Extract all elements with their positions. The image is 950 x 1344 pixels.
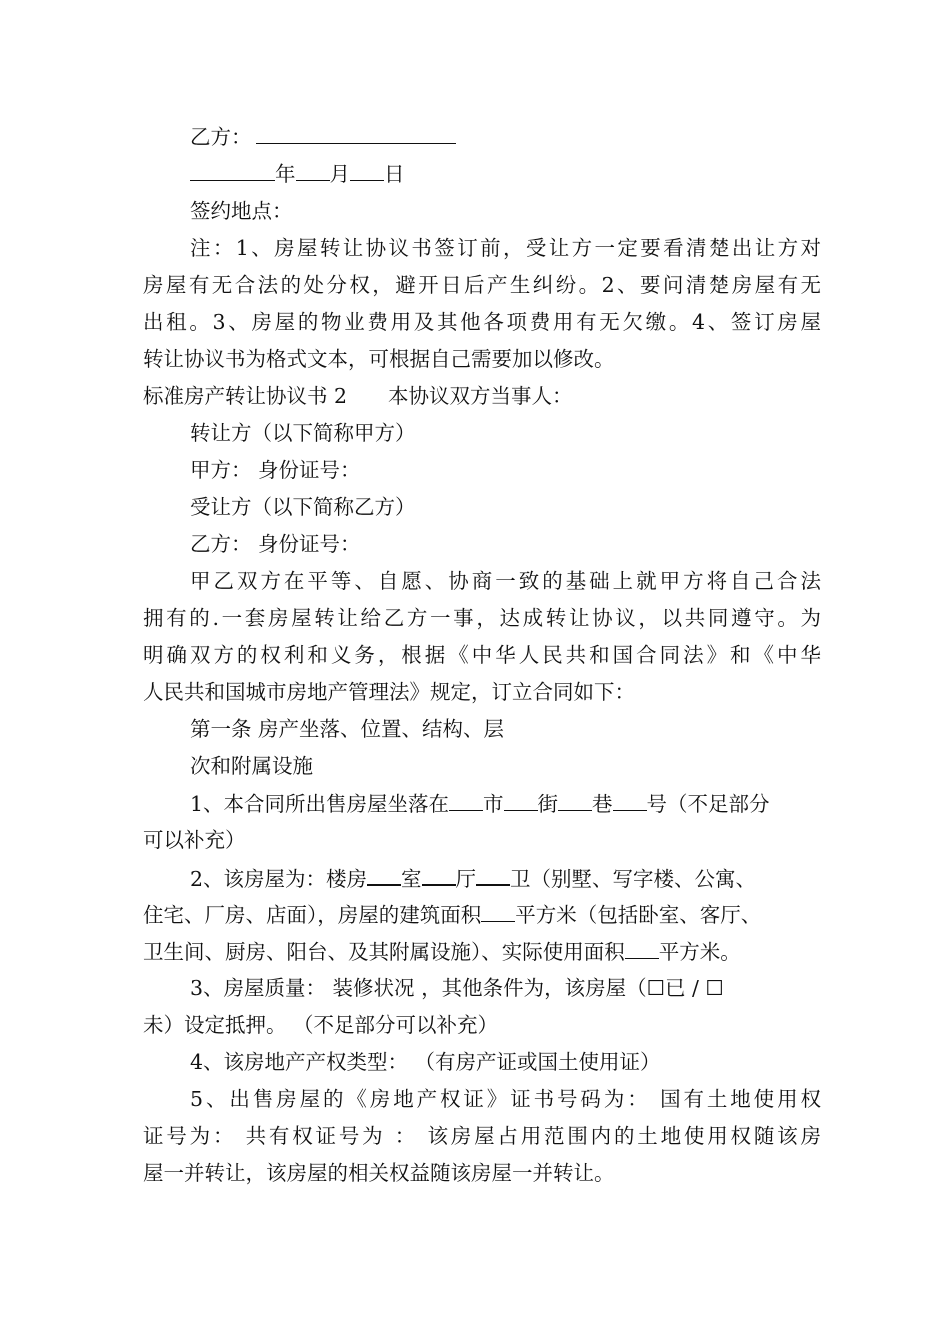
lane-blank [558, 790, 592, 811]
signing-place: 签约地点： [190, 199, 293, 223]
article-1-heading-cont: 次和附属设施 [190, 754, 313, 778]
clause-5-line-2: 证号为： 共有权证号为 ： 该房屋占用范围内的土地使用权随该房 [143, 1124, 821, 1148]
bath-blank [476, 864, 510, 886]
transferee-heading: 受让方（以下简称乙方） [190, 495, 416, 519]
hall-blank [422, 864, 456, 886]
party-a-id: 甲方： 身份证号： [190, 458, 361, 482]
preamble-line-2: 拥有的.一套房屋转让给乙方一事，达成转让协议，以共同遵守。为 [143, 606, 821, 630]
preamble-line-4: 人民共和国城市房地产管理法》规定，订立合同如下： [143, 680, 635, 704]
month-blank [296, 160, 330, 181]
clause-5-line-3: 屋一并转让，该房屋的相关权益随该房屋一并转让。 [143, 1161, 615, 1185]
signature-blank [256, 123, 456, 144]
building-area-blank [481, 901, 515, 922]
preamble-line-3: 明确双方的权利和义务，根据《中华人民共和国合同法》和《中华 [143, 643, 821, 667]
clause-5-line-1: 5、出售房屋的《房地产权证》证书号码为： 国有土地使用权 [190, 1087, 821, 1111]
clause-2-line-1: 2、该房屋为：楼房 室 厅 卫（别墅、写字楼、公寓、 [190, 864, 756, 890]
clause-2-line-2: 住宅、厂房、店面），房屋的建筑面积 平方米（包括卧室、客厅、 [143, 903, 762, 927]
transferor-heading: 转让方（以下简称甲方） [190, 421, 416, 445]
room-blank [367, 864, 401, 886]
note-line-3: 出租。3、房屋的物业费用及其他各项费用有无欠缴。4、签订房屋 [143, 310, 821, 334]
article-1-heading: 第一条 房产坐落、位置、结构、层 [190, 717, 505, 741]
street-blank [504, 790, 538, 811]
note-line-2: 房屋有无合法的处分权，避开日后产生纠纷。2、要问清楚房屋有无 [143, 273, 821, 297]
note-line-1: 注：1、房屋转让协议书签订前，受让方一定要看清楚出让方对 [190, 236, 821, 260]
year-blank [190, 160, 275, 181]
party-b-signature-line [190, 123, 456, 149]
clause-1-line-1: 1、本合同所出售房屋坐落在 市 街 巷 号（不足部分 [190, 792, 770, 816]
clause-3-line-2: 未）设定抵押。 （不足部分可以补充） [143, 1013, 499, 1037]
clause-2-line-3: 卫生间、厨房、阳台、及其附属设施）、实际使用面积 平方米。 [143, 940, 741, 964]
clause-4: 4、该房地产产权类型： （有房产证或国土使用证） [190, 1050, 661, 1074]
note-line-4: 转让协议书为格式文本，可根据自己需要加以修改。 [143, 347, 615, 371]
preamble-line-1: 甲乙双方在平等、自愿、协商一致的基础上就甲方将自己合法 [190, 569, 821, 593]
day-blank [350, 160, 384, 181]
number-blank [613, 790, 647, 811]
party-b-label: 乙方： [190, 125, 252, 149]
usable-area-blank [625, 938, 659, 959]
section-title: 标准房产转让协议书 2 本协议双方当事人： [143, 384, 573, 408]
party-b-id: 乙方： 身份证号： [190, 532, 361, 556]
clause-3-line-1: 3、房屋质量： 装修状况 ，其他条件为，该房屋（☐已 / ☐ [190, 976, 724, 1000]
date-line: 年 月 日 [190, 160, 405, 186]
city-blank [449, 790, 483, 811]
clause-1-line-2: 可以补充） [143, 828, 246, 852]
